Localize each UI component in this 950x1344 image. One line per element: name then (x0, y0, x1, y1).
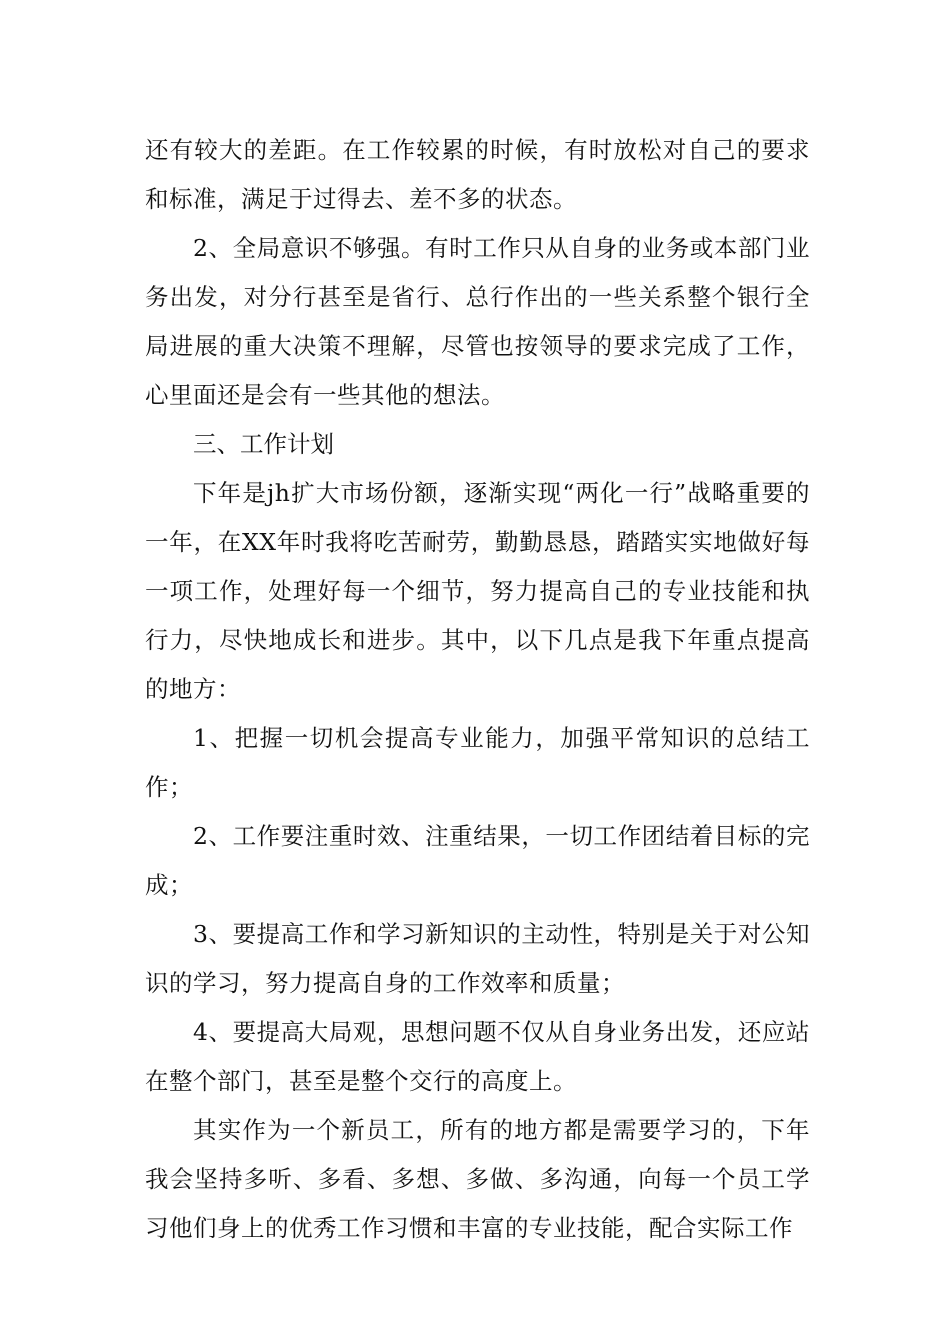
paragraph-next-year-plan: 下年是jh扩大市场份额，逐渐实现“两化一行”战略重要的一年，在XX年时我将吃苦耐劳，勤勤恳恳，踏踏实实地做好每一项工作，处理好每一个细节，努力提高自己的专业技能和执行力，尽快地成长和进步。其中，以下几点是我下年重点提高的地方： (145, 479, 810, 703)
list-item-4: 4、要提高大局观，思想问题不仅从自身业务出发，还应站在整个部门，甚至是整个交行的高度上。 (145, 1018, 810, 1095)
paragraph-global-awareness: 2、全局意识不够强。有时工作只从自身的业务或本部门业务出发，对分行甚至是省行、总行作出的一些关系整个银行全局进展的重大决策不理解，尽管也按领导的要求完成了工作，心里面还是会有一些其他的想法。 (145, 234, 810, 409)
list-item-3: 3、要提高工作和学习新知识的主动性，特别是关于对公知识的学习，努力提高自身的工作效率和质量； (145, 920, 810, 997)
list-item-2: 2、工作要注重时效、注重结果，一切工作团结着目标的完成； (145, 822, 810, 899)
section-heading-work-plan: 三、工作计划 (193, 430, 334, 458)
list-item-1: 1、把握一切机会提高专业能力，加强平常知识的总结工作； (145, 724, 810, 801)
paragraph-new-employee: 其实作为一个新员工，所有的地方都是需要学习的，下年我会坚持多听、多看、多想、多做、多沟通，向每一个员工学习他们身上的优秀工作习惯和丰富的专业技能，配合实际工作 (145, 1116, 810, 1242)
paragraph-gap-continuation: 还有较大的差距。在工作较累的时候，有时放松对自己的要求和标准，满足于过得去、差不多的状态。 (145, 136, 810, 213)
document-body (145, 126, 810, 1253)
